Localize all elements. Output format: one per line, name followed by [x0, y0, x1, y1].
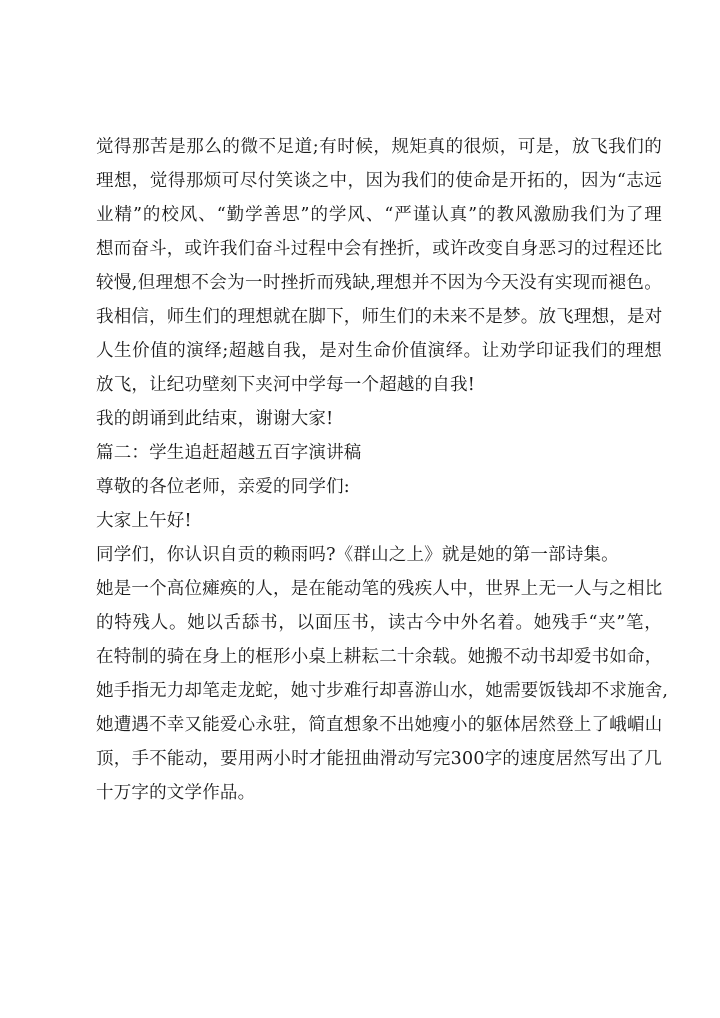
text-line: 觉得那苦是那么的微不足道;有时候，规矩真的很烦，可是，放飞我们的: [96, 137, 662, 157]
text-line: 大家上午好!: [96, 511, 192, 531]
document-body: [96, 130, 669, 810]
text-line: 十万字的文学作品。: [96, 783, 256, 803]
text-line: 顶，手不能动，要用两小时才能扭曲滑动写完300字的速度居然写出了几: [96, 749, 662, 769]
text-line: 同学们，你认识自贡的赖雨吗?《群山之上》就是她的第一部诗集。: [96, 545, 619, 565]
text-line: 她是一个高位瘫痪的人，是在能动笔的残疾人中，世界上无一人与之相比: [96, 579, 663, 599]
text-line: 篇二：学生追赶超越五百字演讲稿: [96, 443, 362, 463]
text-line: 我的朗诵到此结束，谢谢大家!: [96, 409, 334, 429]
text-line: 理想，觉得那烦可尽付笑谈之中，因为我们的使命是开拓的，因为“志远: [96, 171, 662, 191]
text-line: 想而奋斗，或许我们奋斗过程中会有挫折，或许改变自身恶习的过程还比: [96, 239, 663, 259]
text-line: 她手指无力却笔走龙蛇，她寸步难行却喜游山水，她需要饭钱却不求施舍,: [96, 681, 669, 701]
text-line: 在特制的骑在身上的框形小桌上耕耘二十余载。她搬不动书却爱书如命，: [96, 647, 663, 667]
text-line: 较慢,但理想不会为一时挫折而残缺,理想并不因为今天没有实现而褪色。: [96, 273, 662, 293]
text-line: 的特残人。她以舌舔书，以面压书，读古今中外名着。她残手“夹”笔，: [96, 613, 662, 633]
text-line: 她遭遇不幸又能爱心永驻，简直想象不出她瘦小的躯体居然登上了峨嵋山: [96, 715, 663, 735]
text-line: 我相信，师生们的理想就在脚下，师生们的未来不是梦。放飞理想，是对: [96, 307, 663, 327]
text-line: 业精”的校风、“勤学善思”的学风、“严谨认真”的教风激励我们为了理: [96, 205, 662, 225]
text-line: 尊敬的各位老师，亲爱的同学们:: [96, 477, 350, 497]
text-line: 放飞，让纪功壁刻下夹河中学每一个超越的自我!: [96, 375, 475, 395]
text-line: 人生价值的演绎;超越自我，是对生命价值演绎。让劝学印证我们的理想: [96, 341, 662, 361]
